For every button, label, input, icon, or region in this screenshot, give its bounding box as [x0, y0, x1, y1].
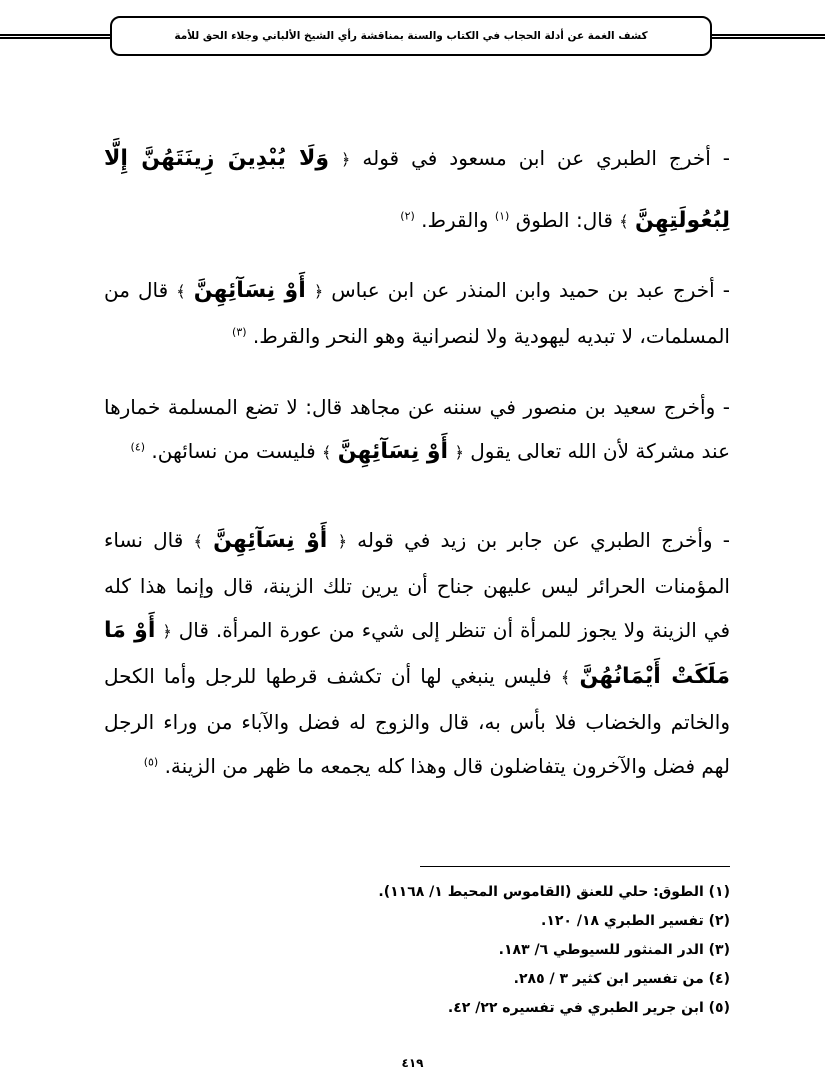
paragraph-3-intro: - وأخرج سعيد بن منصور في سننه عن مجاهد قال: لا تضع المسلمة خمارها عند مشركة لأن الله تعالى يقول [104, 395, 730, 463]
footnote-ref[interactable]: (١) [494, 209, 510, 223]
paragraph-1 [104, 128, 730, 252]
footnote-4: (٤) من تفسير ابن كثير ٣ / ٢٨٥. [513, 971, 730, 987]
quran-verse: أَوْ نِسَآئِهِنَّ [213, 528, 328, 553]
quran-bracket-close-icon: ﴾ [193, 532, 203, 551]
quran-bracket-open-icon: ﴿ [454, 443, 464, 462]
footnote-1: (١) الطوق: حلي للعنق (القاموس المحيط ١/ ١١٦٨). [378, 884, 730, 900]
paragraph-2-intro: - أخرج عبد بن حميد وابن المنذر عن ابن عباس [331, 278, 730, 302]
paragraph-4-end: فليس ينبغي لها أن تكشف قرطها للرجل وأما الكحل والخاتم والخضاب فلا بأس به، قال والزوج له فضل والآباء من وراء الرجل لهم فضل والآخرون يتفاضلون قال وهذا كله يجمعه ما ظهر من الزينة. [104, 664, 730, 778]
paragraph-2-end: قال من المسلمات، لا تبديه ليهودية ولا لنصرانية وهو النحر والقرط. [104, 278, 730, 348]
running-title: كشف الغمة عن أدلة الحجاب في الكتاب والسنة بمناقشة رأي الشيخ الألباني وجلاء الحق للأمة [174, 30, 648, 42]
quran-verse: أَوْ نِسَآئِهِنَّ [337, 439, 449, 464]
paragraph-1-middle: قال: الطوق [515, 208, 613, 232]
paragraph-2 [104, 268, 730, 358]
footnote-separator [420, 866, 730, 867]
quran-bracket-open-icon: ﴿ [313, 282, 324, 301]
paragraph-4-intro: - وأخرج الطبري عن جابر بن زيد في قوله [357, 528, 731, 552]
quran-bracket-open-icon: ﴿ [341, 150, 351, 169]
footnote-3: (٣) الدر المنثور للسيوطي ٦/ ١٨٣. [498, 942, 730, 958]
footnote-ref[interactable]: (٥) [143, 755, 159, 769]
paragraph-3-end: فليست من نسائهن. [151, 439, 316, 463]
paragraph-4-middle: قال نساء المؤمنات الحرائر ليس عليهن جناح أن يرين تلك الزينة، قال وإنما هذا كله في الزينة ولا يجوز للمرأة أن تنظر إلى شيء من عورة المرأة. قال [104, 528, 731, 642]
footnote-ref[interactable]: (٤) [130, 440, 146, 454]
quran-verse: أَوْ مَا مَلَكَتْ أَيْمَانُهُنَّ [104, 618, 730, 689]
footnotes [300, 878, 730, 1023]
paragraph-1-end: والقرط. [421, 208, 489, 232]
footnote-ref[interactable]: (٢) [400, 209, 415, 223]
page-number: ٤١٩ [401, 1056, 424, 1070]
footnote-2: (٢) تفسير الطبري ١٨/ ١٢٠. [541, 913, 730, 929]
paragraph-4 [104, 518, 730, 788]
header-rule-left [0, 34, 112, 39]
quran-verse: أَوْ نِسَآئِهِنَّ [193, 278, 306, 303]
running-header [110, 16, 712, 56]
paragraph-1-intro: - أخرج الطبري عن ابن مسعود في قوله [362, 146, 730, 170]
footnote-ref[interactable]: (٣) [232, 325, 247, 339]
footnote-5: (٥) ابن جرير الطبري في تفسيره ٢٢/ ٤٢. [447, 1000, 730, 1016]
quran-bracket-open-icon: ﴿ [162, 622, 172, 641]
quran-bracket-close-icon: ﴾ [619, 212, 629, 231]
quran-bracket-close-icon: ﴾ [176, 282, 186, 301]
quran-verse: وَلَا يُبْدِينَ زِينَتَهُنَّ إِلَّا لِبُعُولَتِهِنَّ [104, 146, 730, 233]
quran-bracket-close-icon: ﴾ [560, 668, 571, 687]
paragraph-3 [104, 385, 730, 475]
quran-bracket-open-icon: ﴿ [337, 532, 347, 551]
quran-bracket-close-icon: ﴾ [322, 443, 332, 462]
header-rule-right [710, 34, 825, 39]
